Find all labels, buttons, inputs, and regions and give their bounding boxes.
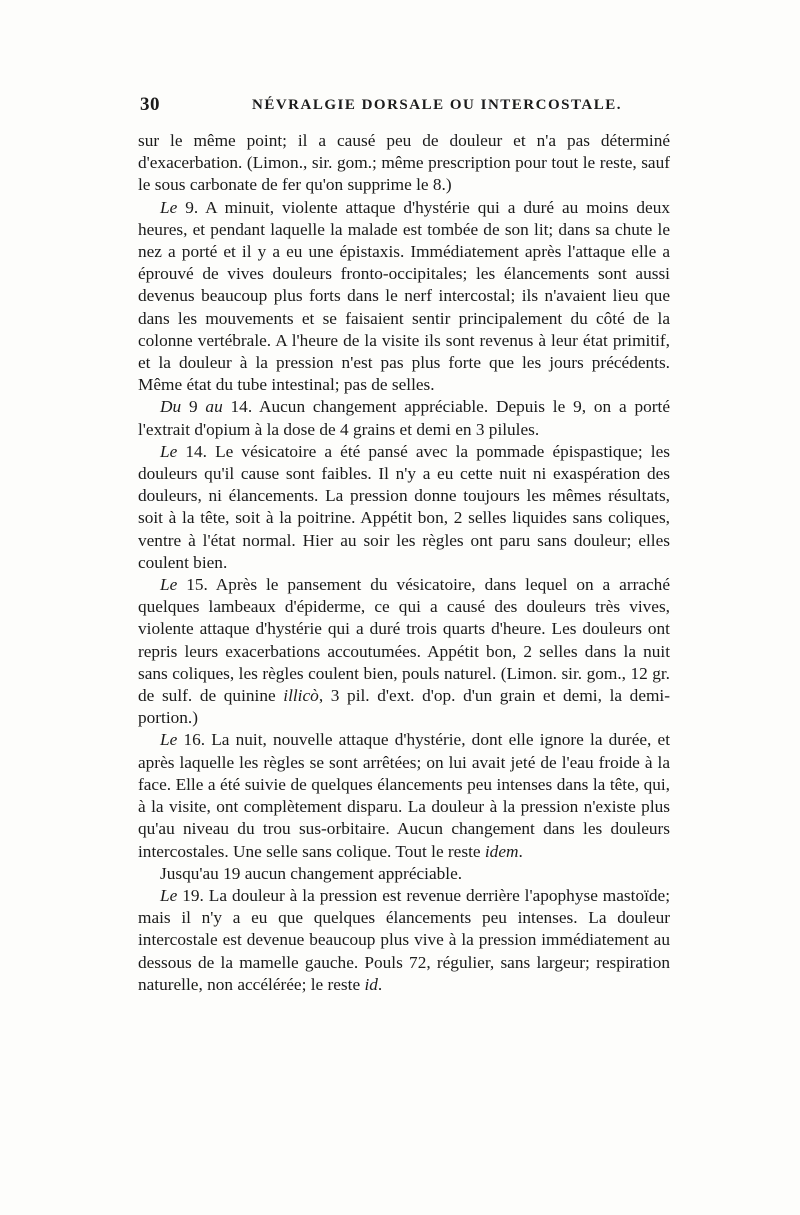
page-header xyxy=(140,94,668,120)
paragraph-entry-16 xyxy=(138,729,670,862)
paragraph-text-end: . xyxy=(377,974,383,994)
paragraph-entry-9-14 xyxy=(138,396,670,440)
paragraph-continuation xyxy=(138,130,670,197)
entry-lead: Le xyxy=(160,441,178,461)
paragraph-text: sur le même point; il a causé peu de douleur et n'a pas déterminé d'exacerbation. (Limon., sir. gom.; même prescription pour tout le reste, sauf le sous carbonate de fer qu'on supprime le 8.) xyxy=(138,131,670,195)
entry-lead: Du xyxy=(160,397,182,417)
paragraph-text-end: . xyxy=(518,841,523,861)
italic-term: id xyxy=(364,974,378,994)
paragraph-entry-15 xyxy=(138,574,670,729)
paragraph-text: 15. Après le pansement du vésicatoire, dans lequel on a arraché quelques lambeaux d'épiderme, ce qui a causé des douleurs très vives, violente attaque d'hystérie qui a duré trois quarts d'heure. Les douleurs ont repris leurs exacerbations accoutumées. Appétit bon, 2 selles dans la nuit sans coliques, les règles coulent bien, pouls naturel. (Limon. sir. gom., 12 gr. de sulf. de quinine xyxy=(138,575,670,706)
body-text xyxy=(138,130,670,996)
page-number: 30 xyxy=(140,94,160,115)
entry-lead: Le xyxy=(160,575,178,595)
paragraph-text: Jusqu'au 19 aucun changement appréciable. xyxy=(160,863,463,883)
paragraph-entry-14 xyxy=(138,441,670,574)
entry-lead: Le xyxy=(160,885,178,905)
paragraph-text: 14. Le vésicatoire a été pansé avec la pommade épispastique; les douleurs qu'il cause sont faibles. Il n'y a eu cette nuit ni exaspération des douleurs, ni élancements. La pression donne toujours les mêmes résultats, soit à la tête, soit à la poitrine. Appétit bon, 2 selles liquides sans coliques, ventre à l'état normal. Hier au soir les règles ont paru sans douleur; elles coulent bien. xyxy=(138,441,670,572)
paragraph-text-end: , 3 pil. d'ext. d'op. d'un grain et demi, la demi-portion.) xyxy=(138,686,670,728)
paragraph-text: 16. La nuit, nouvelle attaque d'hystérie, dont elle ignore la durée, et après laquelle les règles se sont arrêtées; on lui avait jeté de l'eau froide à la face. Elle a été suivie de quelques élancements peu intenses dans la tête, qui, à la visite, ont complètement disparu. La douleur à la pression n'existe plus qu'au niveau du trou sus-orbitaire. Aucun changement dans les douleurs intercostales. Une selle sans colique. Tout le reste xyxy=(138,730,670,861)
paragraph-entry-9 xyxy=(138,197,670,397)
paragraph-until-19 xyxy=(138,863,670,885)
entry-lead-secondary: au xyxy=(205,397,223,417)
running-title: NÉVRALGIE DORSALE OU INTERCOSTALE. xyxy=(252,97,622,113)
paragraph-entry-19 xyxy=(138,885,670,996)
italic-term: illicò xyxy=(283,686,319,706)
italic-term: idem xyxy=(484,841,519,861)
entry-lead: Le xyxy=(160,730,178,750)
entry-lead: Le xyxy=(160,197,178,217)
paragraph-text: 9. A minuit, violente attaque d'hystérie qui a duré au moins deux heures, et pendant laquelle la malade est tombée de son lit; dans sa chute le nez a porté et il y a eu une épistaxis. Immédiatement après l'attaque elle a éprouvé de vives douleurs fronto-occipitales; les élancements sont aussi devenus beaucoup plus forts dans le nerf intercostal; ils n'avaient lieu que dans les mouvements et se faisaient sentir principalement du côté de la colonne vertébrale. A l'heure de la visite ils sont revenus à leur état primitif, et la douleur à la pression n'est pas plus forte que les jours précédents. Même état du tube intestinal; pas de selles. xyxy=(138,197,670,395)
entry-lead-number: 9 xyxy=(181,397,206,417)
paragraph-text: 14. Aucun changement appréciable. Depuis le 9, on a porté l'extrait d'opium à la dose de 4 grains et demi en 3 pilules. xyxy=(138,397,670,439)
paragraph-text: 19. La douleur à la pression est revenue derrière l'apophyse mastoïde; mais il n'y a eu que quelques élancements peu intenses. La douleur intercostale est devenue beaucoup plus vive à la pression immédiatement au dessous de la mamelle gauche. Pouls 72, régulier, sans largeur; respiration naturelle, non accélérée; le reste xyxy=(138,885,670,994)
